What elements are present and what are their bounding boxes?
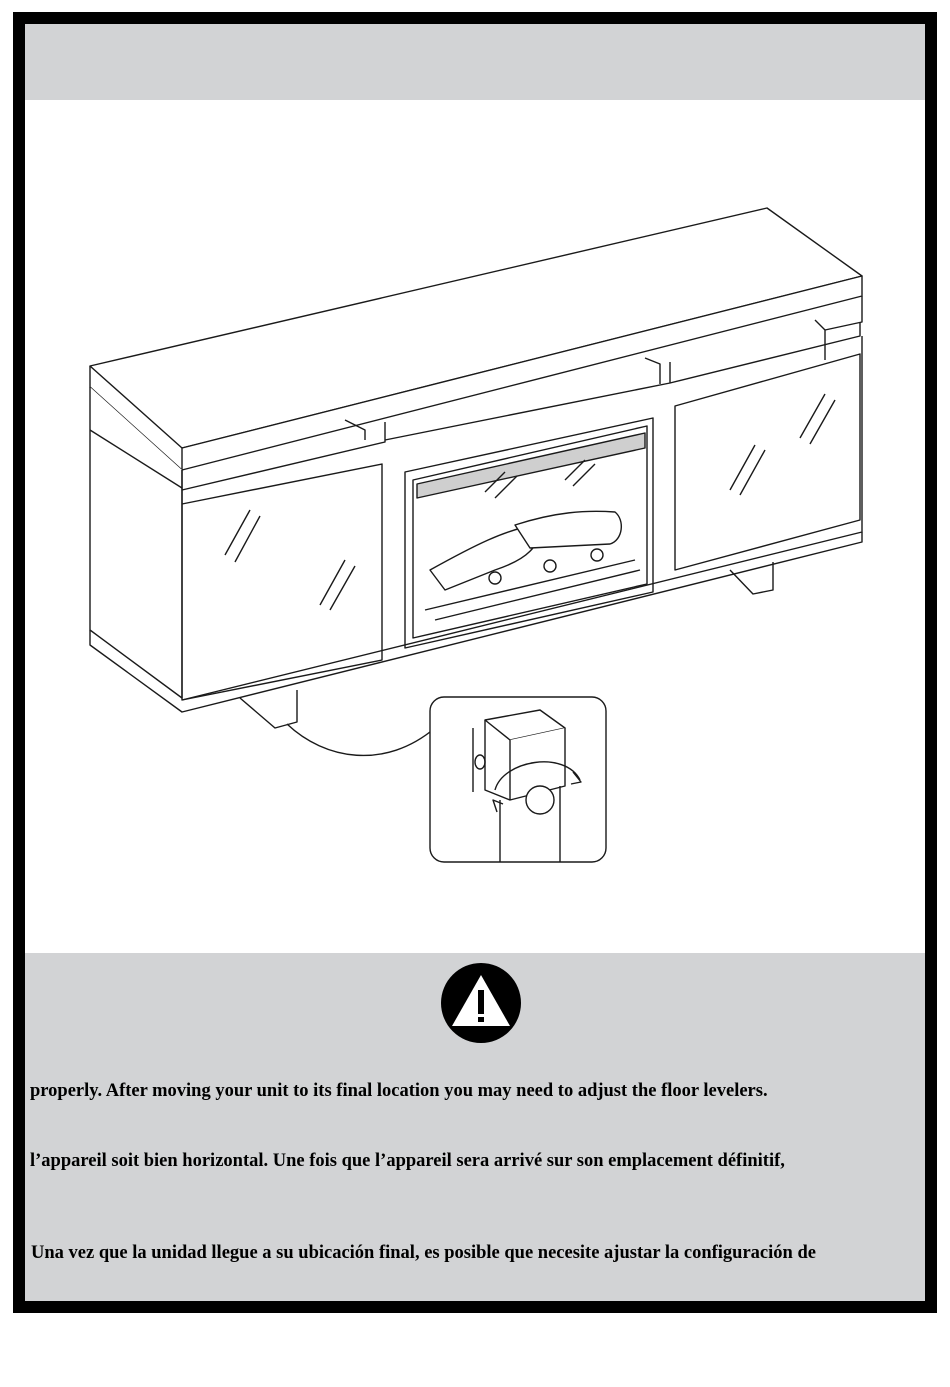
warning-exclamation-icon — [440, 962, 522, 1044]
page-border — [13, 12, 937, 1313]
fireplace-tv-stand-illustration — [25, 100, 925, 955]
warning-text-spanish: Una vez que la unidad llegue a su ubicación final, es posible que necesite ajustar la configuración de — [31, 1243, 816, 1263]
warning-text-english: properly. After moving your unit to its final location you may need to adjust the floor levelers. — [30, 1081, 768, 1101]
page-content — [25, 24, 925, 1301]
warning-text-french: l’appareil soit bien horizontal. Une fois que l’appareil sera arrivé sur son emplacement définitif, — [30, 1151, 785, 1171]
header-band — [25, 24, 925, 100]
warning-section — [25, 953, 925, 1301]
